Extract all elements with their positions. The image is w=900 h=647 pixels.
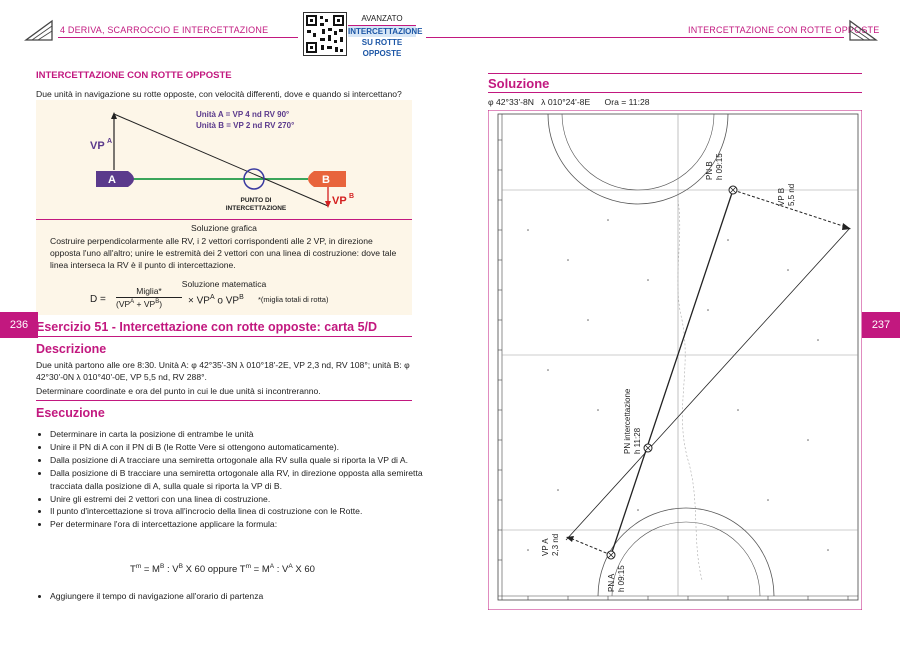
- unit-b-legend: Unità B = VP 2 nd RV 270°: [196, 121, 295, 130]
- description-text-2: Determinare coordinate e ora del punto in cui le due unità si incontreranno.: [36, 386, 321, 396]
- punto-label-2: INTERCETTAZIONE: [225, 205, 287, 212]
- pn-intercept-label-1: PN intercettazione: [623, 388, 632, 454]
- list-item: • Dalla posizione di B tracciare una semiretta ortogonale alla RV, in direzione opposta alla semiretta tracciata dalla posizione di A, sulla quale si riporta la VP di B.: [50, 467, 430, 493]
- execution-title: Esecuzione: [36, 406, 105, 420]
- formula-note: *(miglia totali di rotta): [258, 295, 329, 304]
- header-right-title: INTERCETTAZIONE CON ROTTE OPPOSTE: [688, 25, 880, 35]
- diagram-divider: [36, 219, 412, 220]
- description-rule: [36, 400, 412, 401]
- pn-a-label-1: PN A: [607, 573, 616, 592]
- corner-triangle-icon: [24, 18, 54, 42]
- pn-a-label-2: h 09:15: [617, 565, 626, 592]
- badge-topic-3: OPPOSTE: [362, 49, 402, 58]
- nautical-chart: [488, 110, 862, 610]
- boat-b-label: B: [322, 174, 330, 186]
- time-formula: $T^m = M^B$ : $V^B$ X 60 oppure $T^m = M^A$ : $V^A$ X 60: [130, 563, 315, 576]
- graphic-solution-title: Soluzione grafica: [191, 223, 257, 233]
- graphic-solution-text: Costruire perpendicolarmente alle RV, i 2 vettori corrispondenti alle 2 VP, in direzione opposta l'uno all'altro; unire le estremità dei 2 vettori con una linea di costruzione: dove tale linea interseca la RV è il punto di intercettazione.: [50, 236, 397, 270]
- list-item: • Determinare in carta la posizione di entrambe le unità: [50, 428, 430, 441]
- list-item: • Dalla posizione di A tracciare una semiretta ortogonale alla RV sulla quale si riporta la VP di A.: [50, 454, 430, 467]
- vp-b-label-1: VP B: [777, 187, 786, 206]
- vp-a-label-1: VP A: [541, 538, 550, 556]
- formula-lhs: D =: [90, 294, 106, 305]
- punto-label-1: PUNTO DI: [240, 197, 272, 204]
- solution-rule-top: [488, 73, 862, 74]
- vp-b-label-2: 5,5 nd: [787, 183, 796, 206]
- solution-title: Soluzione: [488, 76, 550, 91]
- section-title: INTERCETTAZIONE CON ROTTE OPPOSTE: [36, 70, 232, 81]
- formula-numerator: Miglia*: [136, 286, 162, 296]
- list-item: • Per determinare l'ora di intercettazione applicare la formula:: [50, 518, 430, 531]
- intro-question: Due unità in navigazione su rotte opposte, con velocità differenti, dove e quando si intercettano?: [36, 89, 402, 99]
- badge-topic-1: INTERCETTAZIONE: [348, 27, 423, 36]
- header-rule-left: [58, 37, 298, 38]
- formula-factor: × $VP^A$ o $VP^B$: [188, 294, 244, 307]
- solution-rule-bottom: [488, 92, 862, 93]
- list-item: • Aggiungere il tempo di navigazione all'orario di partenza: [50, 590, 430, 603]
- boat-a-label: A: [108, 174, 116, 186]
- vpa-arrowhead: [111, 112, 117, 119]
- vpa-sup: A: [107, 138, 113, 145]
- qr-code-icon[interactable]: [303, 12, 347, 56]
- exercise-title: Esercizio 51 - Intercettazione con rotte opposte: carta 5/D: [36, 320, 378, 334]
- list-item: • Il punto d'intercettazione si trova all'incrocio della linea di costruzione con le Rotte.: [50, 505, 430, 518]
- list-item: • Unire il PN di A con il PN di B (le Rotte Vere si ottengono automaticamente).: [50, 441, 430, 454]
- level-badge: [348, 13, 423, 59]
- corner-triangle-icon: [848, 18, 878, 42]
- pn-intercept-label-2: h 11:28: [633, 427, 642, 454]
- header-left-title: 4 DERIVA, SCARROCCIO E INTERCETTAZIONE: [60, 25, 269, 35]
- formula-bar: [116, 297, 182, 298]
- badge-level: AVANZATO: [361, 14, 403, 23]
- vpb-sup: B: [349, 193, 355, 200]
- header-rule-right: [426, 37, 844, 38]
- list-item: • Unire gli estremi dei 2 vettori con una linea di costruzione.: [50, 493, 430, 506]
- execution-steps: [36, 428, 430, 531]
- exercise-rule: [36, 336, 412, 337]
- vpa-label: VP: [90, 140, 105, 152]
- description-text: Due unità partono alle ore 8:30. Unità A: φ 42°35'-3N λ 010°18'-2E, VP 2,3 nd, RV 108°; unità B: φ 42°30'-0N λ 010°40'-0E, VP 5,5 nd, RV 288°.: [36, 360, 410, 382]
- vpb-arrowhead: [325, 201, 331, 208]
- vp-a-label-2: 2,3 nd: [551, 533, 560, 556]
- chart-frame: [488, 110, 862, 610]
- page-number-right: 237: [862, 312, 900, 338]
- vpb-label: VP: [332, 195, 347, 207]
- unit-a-legend: Unità A = VP 4 nd RV 90°: [196, 110, 290, 119]
- pn-b-label-1: PN B: [705, 161, 714, 180]
- intercept-diagram: [36, 100, 412, 220]
- formula-denominator: $(VP^A + VP^B)$: [116, 299, 163, 309]
- badge-topic-2: SU ROTTE: [361, 38, 403, 47]
- description-title: Descrizione: [36, 342, 107, 356]
- page-number-left: 236: [0, 312, 38, 338]
- math-solution-title: Soluzione matematica: [181, 279, 267, 289]
- pn-b-label-2: h 09:15: [715, 153, 724, 180]
- solution-coords: φ 42°33'-8N λ 010°24'-8E Ora = 11:28: [488, 97, 650, 107]
- final-step: [36, 590, 430, 603]
